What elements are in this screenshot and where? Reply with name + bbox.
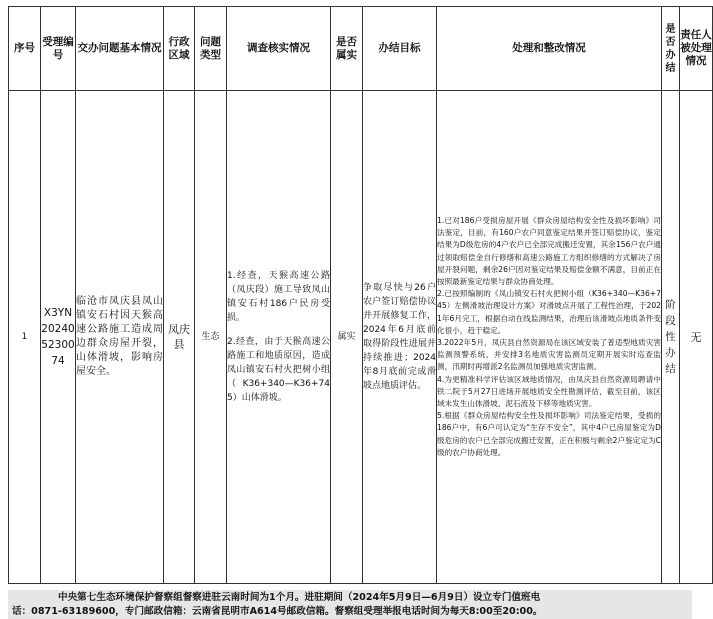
header-type: 问题类型 — [195, 7, 227, 91]
investigation-item-2: 2.经查，由于天猴高速公路施工和地质原因，造成凤山镇安石村火把树小组（K36+340—K36+745）山体滑坡。 — [227, 337, 330, 403]
header-case-no: 受理编号 — [41, 7, 76, 91]
handling-item-4: 4.为更精准科学评估该区域地质情况，由凤庆县自然资源局聘请中铁二院于5月27日进场开展地质安全性勘测评估，截至目前，该区域未发生山体滑坡、泥石流及下移等地质灾害。 — [437, 374, 661, 409]
notice-line-2: 话：0871-63189600，专门邮政信箱：云南省昆明市A614号邮政信箱。督察组受理举报电话时间为每天8:00至20:00。 — [12, 606, 543, 617]
row-seq: 1 — [9, 91, 41, 584]
header-district: 行政区域 — [164, 7, 195, 91]
row-type: 生态 — [195, 91, 227, 584]
handling-item-5: 5.根据《群众房屋结构安全性及损坏影响》司法鉴定结果，受损的186户中，有6户可认定为“生存不安全”，其中4户已房屋鉴定为D级危房的农户已全部完成搬迁安置，正在积极与剩余2户鉴定定为C级的农户协商处理。 — [437, 411, 661, 457]
header-seq: 序号 — [9, 7, 41, 91]
table-row — [9, 91, 713, 584]
header-issue: 交办问题基本情况 — [76, 7, 164, 91]
row-case-no: X3YN202405230074 — [41, 91, 76, 584]
handling-item-3: 3.2022年5月，凤庆县自然资源局在该区域安装了普适型地质灾害监测预警系统，并安排3名地质灾害监测员定期开展实时巡查监测，汛期时再增派2名监测员加强地质灾害监测。 — [437, 338, 661, 372]
header-investigation: 调查核实情况 — [227, 7, 331, 91]
header-accountability: 责任人被处理情况 — [680, 7, 713, 91]
handling-item-2: 2.已按照编制的《凤山镇安石村火把树小组（K36+340—K36+745）左侧滑坡治理设计方案》对滑坡点开展了工程性治理，于2021年6月完工，根据自动在线监测结果，治理后该滑坡点地质条件变化很小，趋于稳定。 — [437, 289, 661, 335]
handling-item-1: 1.已对186户受损房屋开展《群众房屋结构安全性及损坏影响》司法鉴定，目前，有160户农户同意鉴定结果并签订赔偿协议，鉴定结果为D级危房的4户农户已全部完成搬迁安置，其余156户农户通过领取赔偿金自行修缮和高速公路施工方组织修缮的方式解决了房屋开裂问题，剩余26户因对鉴定结果及赔偿金额不满意，目前正在按照最新鉴定结果与群众协商处理。 — [437, 215, 661, 286]
row-investigation — [227, 91, 331, 584]
row-accountability: 无 — [680, 91, 713, 584]
header-row — [9, 7, 713, 91]
investigation-item-1: 1.经查，天猴高速公路（凤庆段）施工导致凤山镇安石村186户民房受损。 — [227, 271, 330, 323]
row-handling — [437, 91, 662, 584]
header-handling: 处理和整改情况 — [437, 7, 662, 91]
row-closed: 阶段性办结 — [662, 91, 680, 584]
row-district: 凤庆县 — [164, 91, 195, 584]
supervision-notice — [8, 590, 692, 619]
header-goal: 办结目标 — [363, 7, 437, 91]
notice-line-1: 中央第七生态环境保护督察组督察进驻云南时间为1个月。进驻期间（2024年5月9日—6月9日）设立专门值班电 — [58, 592, 541, 603]
header-verified: 是否属实 — [331, 7, 363, 91]
row-goal: 争取尽快与26户农户签订赔偿协议并开展修复工作，2024年6月底前取得阶段性进展并持续推进；2024年8月底前完成滑坡点地质评估。 — [363, 91, 437, 584]
case-table — [8, 6, 713, 584]
row-verified: 属实 — [331, 91, 363, 584]
row-issue: 临沧市凤庆县凤山镇安石村因天猴高速公路施工造成周边群众房屋开裂，山体滑坡，影响房屋安全。 — [76, 91, 164, 584]
header-closed: 是否办结 — [662, 7, 680, 91]
